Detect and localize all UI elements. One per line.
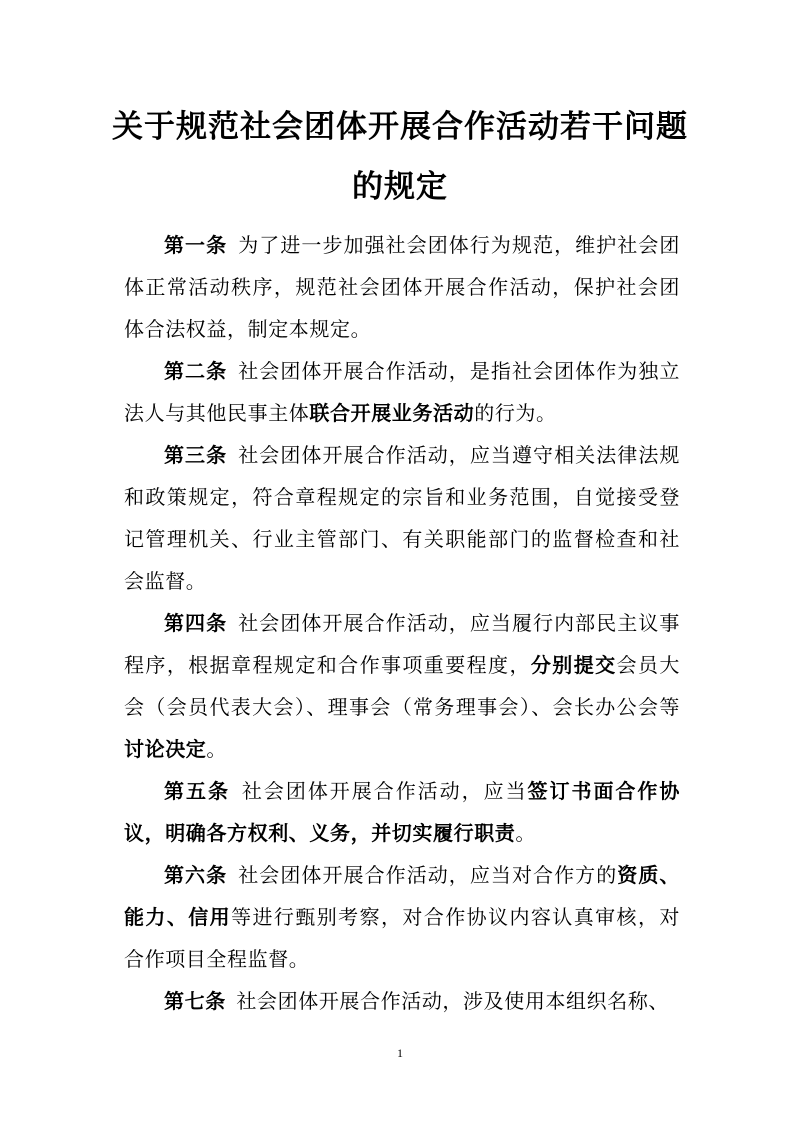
article-label: 第二条 bbox=[164, 359, 228, 383]
article-text: 社会团体开展合作活动，应当 bbox=[240, 779, 528, 803]
article-text: 。 bbox=[515, 821, 537, 845]
article-label: 第五条 bbox=[164, 779, 230, 803]
article-label: 第四条 bbox=[164, 611, 228, 635]
article-paragraph bbox=[124, 980, 680, 1022]
article-paragraph bbox=[124, 350, 680, 434]
article-text: 社会团体开展合作活动，涉及使用本组织名称、 bbox=[236, 989, 670, 1013]
article-paragraph bbox=[124, 224, 680, 350]
emphasized-text: 分别提交 bbox=[530, 653, 617, 677]
page-number: 1 bbox=[397, 1046, 403, 1060]
article-label: 第六条 bbox=[164, 863, 228, 887]
article-text: 社会团体开展合作活动，应当履行内部民主议事程序，根据章程规定和合作事项重要程度， bbox=[124, 611, 680, 677]
article-text: 的行为。 bbox=[474, 401, 557, 425]
article-paragraph bbox=[124, 854, 680, 980]
article-text: 会员大会（会员代表大会）、理事会（常务理事会）、会长办公会等 bbox=[124, 653, 680, 719]
article-paragraph bbox=[124, 770, 680, 854]
article-text: 为了进一步加强社会团体行为规范，维护社会团体正常活动秩序，规范社会团体开展合作活动，保护社会团体合法权益，制定本规定。 bbox=[124, 233, 680, 341]
article-paragraph bbox=[124, 434, 680, 602]
article-text: 社会团体开展合作活动，是指社会团体作为独立法人与其他民事主体 bbox=[124, 359, 680, 425]
article-text: 等进行甄别考察，对合作协议内容认真审核，对合作项目全程监督。 bbox=[124, 905, 680, 971]
emphasized-text: 联合开展业务活动 bbox=[309, 401, 475, 425]
document-title-line-1: 关于规范社会团体开展合作活动若干问题 bbox=[112, 109, 688, 145]
document-title-line-2: 的规定 bbox=[352, 169, 448, 205]
emphasized-text: 签订书面合作协议，明确各方权利、义务，并切实履行职责 bbox=[124, 779, 680, 845]
article-label: 第三条 bbox=[164, 443, 228, 467]
emphasized-text: 资质、能力、信用 bbox=[124, 863, 680, 929]
article-paragraph bbox=[124, 602, 680, 770]
article-label: 第七条 bbox=[164, 989, 226, 1013]
emphasized-text: 讨论决定 bbox=[124, 737, 207, 761]
article-text: 社会团体开展合作活动，应当对合作方的 bbox=[237, 863, 618, 887]
article-text: 。 bbox=[206, 737, 228, 761]
article-label: 第一条 bbox=[164, 233, 228, 257]
document-body bbox=[124, 224, 680, 1022]
article-text: 社会团体开展合作活动，应当遵守相关法律法规和政策规定，符合章程规定的宗旨和业务范围，自觉接受登记管理机关、行业主管部门、有关职能部门的监督检查和社会监督。 bbox=[124, 443, 680, 593]
